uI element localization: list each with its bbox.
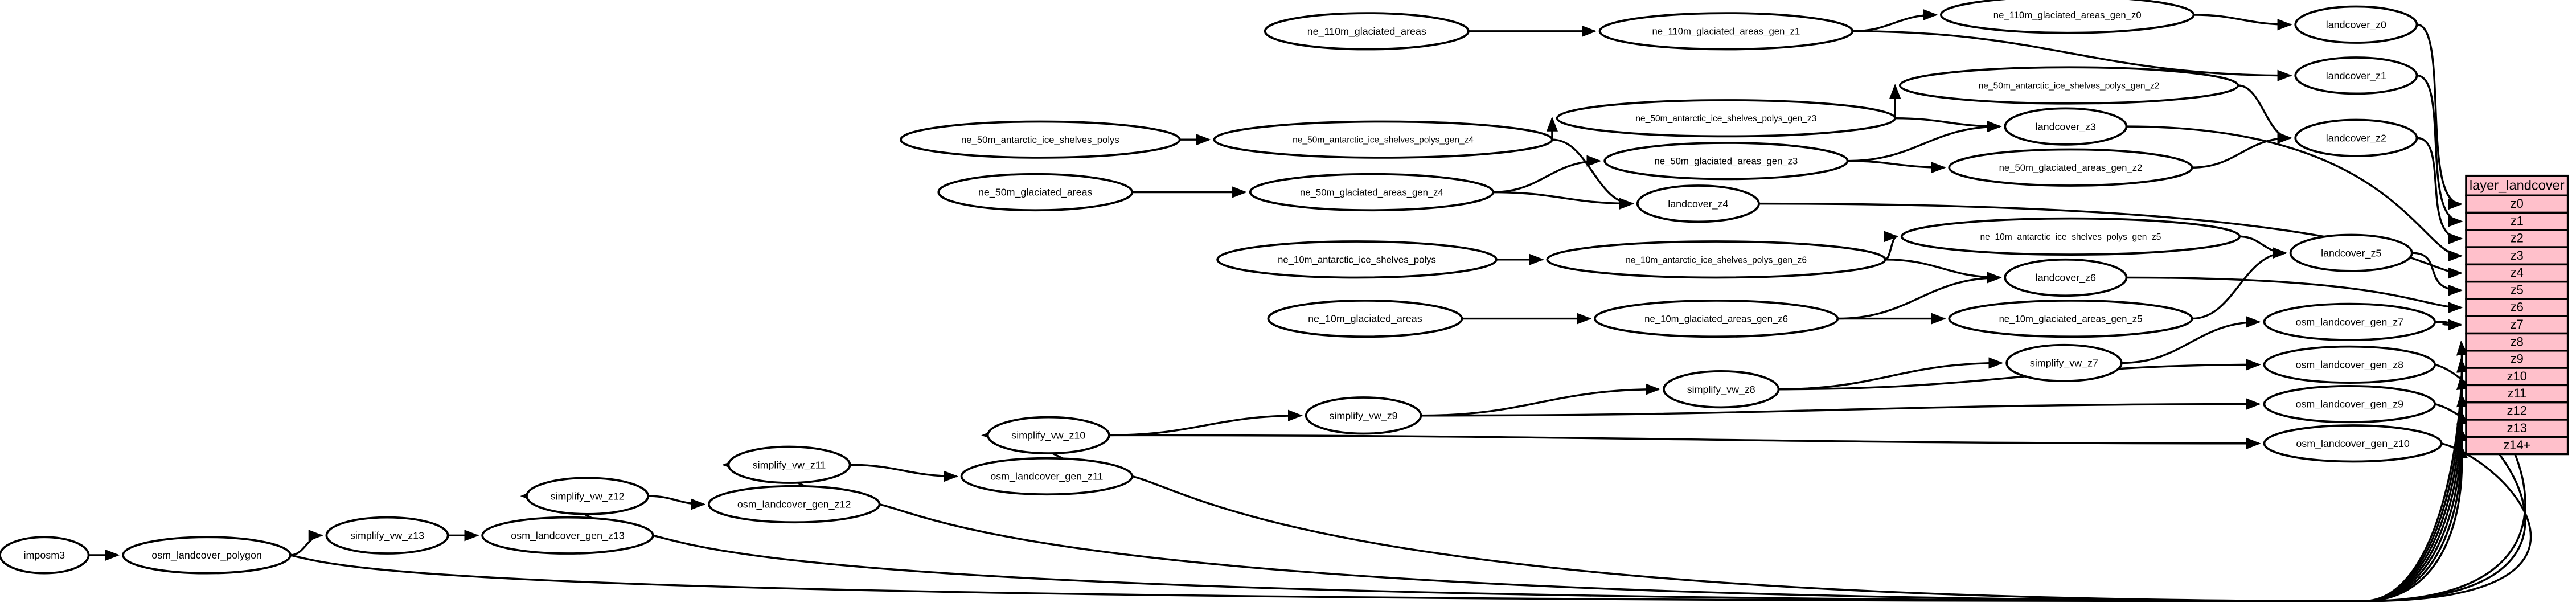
- graph-edge: [1895, 118, 2000, 126]
- graph-edge: [1852, 15, 1936, 31]
- graph-edge: [2192, 253, 2286, 318]
- graph-edge: [1848, 161, 1945, 168]
- layer-table-row-label: z3: [2510, 248, 2524, 263]
- graph-node-osm_landcover_gen_z11[interactable]: [962, 458, 1133, 494]
- node-label: simplify_vw_z11: [752, 459, 826, 471]
- graph-node-imposm3[interactable]: [0, 537, 89, 573]
- graph-node-osm_landcover_gen_z9[interactable]: [2265, 386, 2435, 422]
- graph-node-ne_50m_antarctic_ice_shelves_polys[interactable]: [901, 121, 1180, 157]
- graph-edge-to-layer: [2417, 24, 2461, 204]
- graph-node-ne_50m_glaciated_areas_gen_z2[interactable]: [1949, 149, 2192, 185]
- graph-node-landcover_z2[interactable]: [2295, 120, 2417, 156]
- graph-node-ne_10m_antarctic_ice_shelves_polys_gen_z5[interactable]: [1902, 219, 2240, 255]
- graph-edge: [1779, 363, 2002, 389]
- node-label: landcover_z6: [2035, 272, 2096, 284]
- node-label: simplify_vw_z12: [550, 490, 625, 502]
- node-label: landcover_z0: [2325, 19, 2386, 31]
- graph-node-osm_landcover_gen_z13[interactable]: [482, 518, 653, 553]
- node-label: simplify_vw_z9: [1329, 409, 1398, 421]
- graph-edge: [1421, 389, 1659, 416]
- graph-edge: [2238, 85, 2290, 138]
- node-label: ne_10m_antarctic_ice_shelves_polys_gen_z5: [1980, 232, 2161, 242]
- graph-node-simplify_vw_z7[interactable]: [2007, 345, 2122, 381]
- graph-edge: [850, 465, 957, 476]
- graph-node-osm_landcover_gen_z10[interactable]: [2265, 425, 2442, 461]
- layer-table-row-label: z14+: [2503, 438, 2531, 453]
- graph-edge: [1493, 161, 1599, 192]
- graph-node-ne_110m_glaciated_areas_gen_z1[interactable]: [1599, 13, 1852, 49]
- graph-node-osm_landcover_gen_z8[interactable]: [2265, 347, 2435, 383]
- node-label: osm_landcover_polygon: [151, 550, 262, 561]
- node-label: landcover_z3: [2035, 121, 2096, 133]
- node-label: ne_50m_glaciated_areas_gen_z2: [1999, 162, 2143, 174]
- graph-edge: [2194, 15, 2291, 24]
- layer-table-row-label: z0: [2510, 196, 2524, 211]
- node-label: simplify_vw_z7: [2029, 357, 2098, 369]
- node-label: simplify_vw_z10: [1011, 429, 1086, 441]
- node-label: ne_10m_glaciated_areas: [1308, 313, 1422, 325]
- layer-table-row-label: z13: [2507, 420, 2527, 435]
- graph-node-ne_10m_glaciated_areas_gen_z6[interactable]: [1595, 301, 1837, 337]
- graph-edge: [1885, 260, 2000, 278]
- graph-node-simplify_vw_z11[interactable]: [728, 447, 850, 483]
- node-label: osm_landcover_gen_z9: [2295, 398, 2404, 410]
- graph-node-osm_landcover_gen_z12[interactable]: [709, 486, 880, 522]
- layer-table-group: [2466, 176, 2568, 454]
- node-label: ne_10m_antarctic_ice_shelves_polys_gen_z6: [1626, 255, 1807, 265]
- graph-node-ne_10m_antarctic_ice_shelves_polys_gen_z6[interactable]: [1547, 241, 1885, 277]
- layer-table-header-label: layer_landcover: [2469, 178, 2565, 194]
- node-label: osm_landcover_gen_z8: [2295, 359, 2404, 371]
- node-label: ne_50m_antarctic_ice_shelves_polys_gen_z2: [1978, 81, 2160, 91]
- layer-table-row-label: z10: [2507, 368, 2527, 383]
- layer-landcover-table: [2466, 176, 2568, 454]
- node-label: ne_50m_glaciated_areas_gen_z3: [1654, 155, 1798, 167]
- graph-edge: [2192, 138, 2291, 167]
- node-label: osm_landcover_gen_z7: [2295, 316, 2404, 328]
- graph-node-osm_landcover_polygon[interactable]: [123, 537, 290, 573]
- node-label: simplify_vw_z8: [1687, 383, 1755, 395]
- graph-edge-to-layer: [2435, 322, 2461, 325]
- graph-node-ne_50m_antarctic_ice_shelves_polys_gen_z2[interactable]: [1900, 67, 2238, 103]
- graph-edge-to-layer: [2417, 76, 2461, 222]
- layer-table-row-label: z2: [2510, 231, 2524, 245]
- node-label: landcover_z1: [2325, 69, 2386, 81]
- layer-table-row-label: z11: [2507, 386, 2527, 401]
- layer-table-row-label: z5: [2510, 282, 2524, 297]
- node-label: imposm3: [23, 550, 65, 561]
- graph-node-landcover_z6[interactable]: [2005, 260, 2126, 296]
- graph-node-simplify_vw_z8[interactable]: [1664, 371, 1779, 407]
- graph-edge: [1109, 416, 1301, 436]
- graph-node-simplify_vw_z9[interactable]: [1306, 397, 1421, 433]
- graph-edge: [290, 535, 322, 555]
- layer-table-row-label: z4: [2510, 265, 2524, 280]
- graph-node-ne_110m_glaciated_areas[interactable]: [1265, 13, 1469, 49]
- graph-edge-to-layer: [653, 428, 2462, 601]
- layer-table-row-label: z1: [2510, 214, 2524, 228]
- graph-node-landcover_z0[interactable]: [2295, 7, 2417, 43]
- graph-node-ne_10m_glaciated_areas_gen_z5[interactable]: [1949, 301, 2192, 337]
- layer-table-row-label: z12: [2507, 403, 2527, 418]
- node-label: ne_10m_glaciated_areas_gen_z6: [1644, 313, 1788, 325]
- graph-node-simplify_vw_z10[interactable]: [988, 417, 1109, 453]
- graph-node-landcover_z4[interactable]: [1638, 186, 1759, 222]
- graph-node-ne_50m_glaciated_areas_gen_z4[interactable]: [1250, 174, 1493, 210]
- node-label: ne_50m_antarctic_ice_shelves_polys: [961, 134, 1119, 146]
- node-label: simplify_vw_z13: [350, 530, 425, 542]
- graph-node-ne_110m_glaciated_areas_gen_z0[interactable]: [1941, 0, 2194, 33]
- node-label: osm_landcover_gen_z10: [2296, 437, 2410, 449]
- graph-edge-to-layer: [2126, 277, 2461, 307]
- layer-table-row-label: z9: [2510, 351, 2524, 366]
- graph-edge: [648, 496, 704, 504]
- graph-node-ne_50m_antarctic_ice_shelves_polys_gen_z4[interactable]: [1214, 121, 1552, 157]
- node-label: ne_110m_glaciated_areas_gen_z0: [1993, 9, 2142, 20]
- node-label: ne_50m_glaciated_areas: [978, 186, 1093, 198]
- graph-edge: [1552, 140, 1632, 203]
- layer-table-row-label: z8: [2510, 334, 2524, 349]
- graph-node-ne_10m_antarctic_ice_shelves_polys[interactable]: [1217, 241, 1496, 277]
- node-label: osm_landcover_gen_z11: [990, 470, 1104, 482]
- graph-edge: [1885, 236, 1897, 259]
- graph-edge: [1421, 404, 2259, 416]
- layer-table-row-label: z6: [2510, 300, 2524, 314]
- graph-node-landcover_z5[interactable]: [2291, 235, 2412, 270]
- graph-node-landcover_z1[interactable]: [2295, 58, 2417, 93]
- node-label: ne_10m_glaciated_areas_gen_z5: [1999, 313, 2143, 325]
- node-label: osm_landcover_gen_z13: [511, 530, 625, 542]
- node-label: ne_50m_antarctic_ice_shelves_polys_gen_z3: [1635, 114, 1817, 124]
- node-label: landcover_z4: [1668, 198, 1729, 210]
- graph-node-ne_50m_glaciated_areas_gen_z3[interactable]: [1605, 143, 1847, 179]
- node-label: ne_50m_glaciated_areas_gen_z4: [1300, 187, 1443, 198]
- graph-edge: [1493, 192, 1632, 203]
- graph-node-ne_50m_glaciated_areas[interactable]: [938, 174, 1132, 210]
- graph-node-simplify_vw_z13[interactable]: [326, 518, 448, 553]
- node-label: ne_10m_antarctic_ice_shelves_polys: [1278, 254, 1436, 265]
- node-label: ne_110m_glaciated_areas: [1307, 25, 1426, 37]
- graph-node-simplify_vw_z12[interactable]: [527, 478, 648, 514]
- graph-node-ne_10m_glaciated_areas[interactable]: [1268, 301, 1462, 337]
- node-label: osm_landcover_gen_z12: [737, 498, 851, 510]
- graph-node-osm_landcover_gen_z7[interactable]: [2265, 304, 2435, 340]
- graph-node-landcover_z3[interactable]: [2005, 108, 2126, 144]
- graph-edge: [2239, 236, 2286, 253]
- node-label: landcover_z2: [2325, 132, 2386, 144]
- node-label: landcover_z5: [2321, 247, 2382, 259]
- node-label: ne_50m_antarctic_ice_shelves_polys_gen_z4: [1293, 135, 1474, 145]
- graph-node-ne_50m_antarctic_ice_shelves_polys_gen_z3[interactable]: [1557, 100, 1896, 136]
- node-label: ne_110m_glaciated_areas_gen_z1: [1652, 26, 1800, 37]
- graph-edge: [1109, 435, 2259, 443]
- layer-table-row-label: z7: [2510, 317, 2524, 332]
